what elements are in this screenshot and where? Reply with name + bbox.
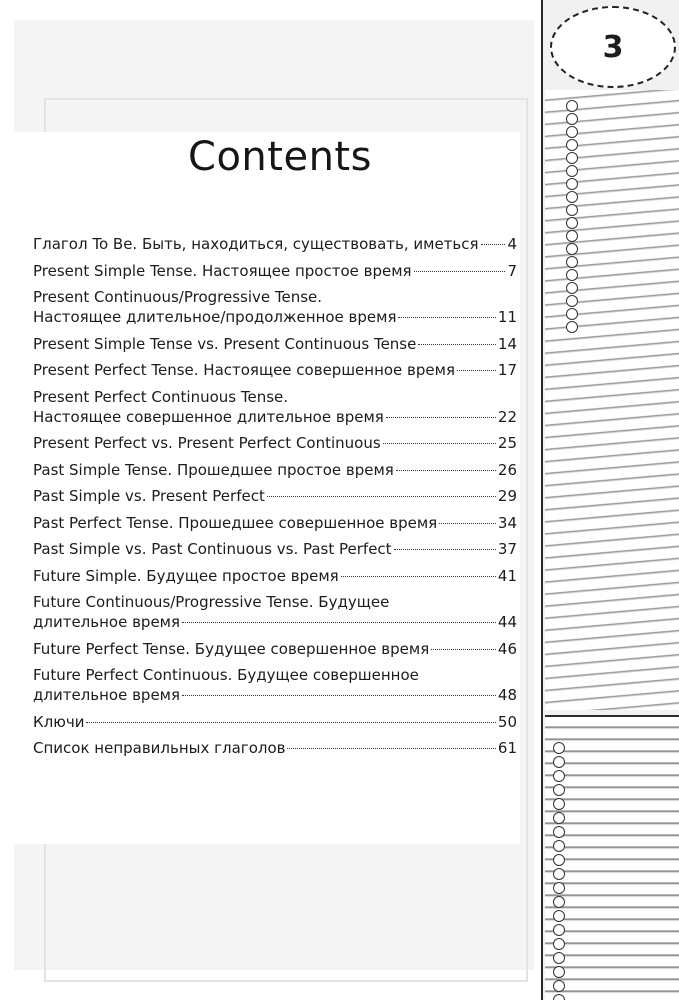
- spiral-hole: [566, 126, 578, 138]
- spiral-hole: [566, 100, 578, 112]
- dot-leader: [398, 317, 495, 318]
- spiral-hole: [553, 952, 565, 964]
- spiral-hole: [553, 798, 565, 810]
- toc-entry-title: Future Simple. Будущее простое время: [33, 566, 339, 585]
- spiral-hole: [566, 113, 578, 125]
- toc-entry-first-line: Present Continuous/Progressive Tense.: [33, 288, 323, 306]
- toc-entry-line: [33, 433, 517, 453]
- toc-entry-line: [33, 486, 517, 506]
- toc-entry-page: 14: [497, 334, 517, 353]
- toc-entry-title: Настоящее длительное/продолженное время: [33, 308, 397, 326]
- dot-leader: [182, 695, 496, 696]
- toc-entry-title: Ключи: [33, 712, 85, 731]
- dot-leader: [481, 244, 506, 245]
- dot-leader: [182, 622, 496, 623]
- dot-leader: [414, 271, 506, 272]
- toc-entry-line: [33, 712, 517, 732]
- toc-entry-page: 44: [497, 613, 517, 631]
- spiral-hole: [553, 854, 565, 866]
- toc-entry-page: 50: [497, 712, 517, 731]
- dot-leader: [86, 722, 495, 723]
- toc-entry-title: Past Simple Tense. Прошедшее простое время: [33, 460, 394, 479]
- dot-leader: [287, 748, 495, 749]
- spiral-hole: [553, 938, 565, 950]
- spiral-hole: [566, 230, 578, 242]
- toc-entry: [33, 360, 517, 380]
- toc-entry-page: 17: [497, 361, 517, 379]
- page-number: 3: [602, 29, 624, 65]
- toc-entry-line: [33, 612, 517, 632]
- spiral-hole: [553, 966, 565, 978]
- toc-entry: [33, 387, 517, 427]
- toc-entry: [33, 639, 517, 659]
- spiral-hole: [566, 269, 578, 281]
- toc-entry-title: Past Simple vs. Present Perfect: [33, 487, 265, 505]
- spiral-hole: [566, 282, 578, 294]
- spiral-hole: [553, 910, 565, 922]
- toc-entry-page: 48: [497, 686, 517, 704]
- toc-entry-page: 41: [497, 566, 517, 585]
- toc-entry-title: Past Perfect Tense. Прошедшее совершенное время: [33, 513, 438, 532]
- spiral-hole: [553, 770, 565, 782]
- toc-entry: [33, 261, 517, 281]
- toc-entry: [33, 738, 517, 758]
- toc-entry-line: [33, 234, 517, 254]
- toc-entry-page: 61: [497, 739, 517, 757]
- toc-entry-page: 37: [497, 540, 517, 558]
- spiral-hole: [566, 256, 578, 268]
- spiral-hole: [566, 139, 578, 151]
- toc-entry: [33, 592, 517, 632]
- spiral-hole: [553, 896, 565, 908]
- spiral-hole: [553, 826, 565, 838]
- toc-entry-page: 22: [497, 407, 517, 426]
- toc-entry-line: [33, 513, 517, 533]
- dot-leader: [418, 344, 496, 345]
- toc-entry-title: Past Simple vs. Past Continuous vs. Past Perfect: [33, 540, 392, 558]
- spiral-hole: [566, 204, 578, 216]
- page-number-badge: [550, 6, 676, 88]
- toc-entry-line: [33, 460, 517, 480]
- dot-leader: [439, 523, 496, 524]
- toc-entry-line: [33, 566, 517, 586]
- dot-leader: [267, 496, 496, 497]
- toc-entry-title: Present Simple Tense vs. Present Continuous Tense: [33, 334, 417, 353]
- dot-leader: [394, 549, 496, 550]
- toc-entry: [33, 334, 517, 354]
- toc-entry-title: Глагол To Be. Быть, находиться, существовать, иметься: [33, 235, 479, 253]
- toc-entry-title: длительное время: [33, 613, 181, 631]
- toc-entry: [33, 566, 517, 586]
- toc-entry: [33, 460, 517, 480]
- notebook-lines-lower: [545, 715, 679, 1000]
- dot-leader: [431, 649, 496, 650]
- spiral-hole: [553, 784, 565, 796]
- spiral-hole: [553, 980, 565, 992]
- toc-entry: [33, 433, 517, 453]
- spiral-hole: [553, 924, 565, 936]
- table-of-contents: [33, 234, 517, 765]
- toc-entry-title: Present Perfect vs. Present Perfect Continuous: [33, 434, 381, 452]
- spiral-hole: [553, 840, 565, 852]
- toc-entry-line: [33, 360, 517, 380]
- toc-entry: [33, 486, 517, 506]
- spiral-hole: [553, 742, 565, 754]
- toc-entry-title: Present Perfect Tense. Настоящее совершенное время: [33, 361, 455, 379]
- toc-entry-line: [33, 334, 517, 354]
- toc-entry: [33, 513, 517, 533]
- toc-entry-line: [33, 738, 517, 758]
- toc-entry-page: 11: [497, 308, 517, 326]
- toc-entry: [33, 539, 517, 559]
- spiral-hole: [566, 308, 578, 320]
- dot-leader: [396, 470, 496, 471]
- spiral-hole: [566, 243, 578, 255]
- toc-entry: [33, 665, 517, 705]
- toc-entry-line: [33, 639, 517, 659]
- toc-entry-line: [33, 539, 517, 559]
- spiral-hole: [566, 295, 578, 307]
- toc-entry: [33, 234, 517, 254]
- toc-entry-page: 26: [497, 460, 517, 479]
- toc-entry-title: Настоящее совершенное длительное время: [33, 407, 384, 426]
- toc-entry-page: 4: [507, 235, 517, 253]
- dot-leader: [383, 443, 496, 444]
- toc-entry-line: [33, 307, 517, 327]
- toc-entry-first-line: Future Continuous/Progressive Tense. Будущее: [33, 593, 390, 611]
- toc-entry: [33, 712, 517, 732]
- toc-entry-title: Список неправильных глаголов: [33, 739, 286, 757]
- spiral-hole: [566, 191, 578, 203]
- page-title: Contents: [188, 134, 372, 180]
- spiral-hole: [553, 994, 565, 1000]
- spiral-hole: [553, 812, 565, 824]
- toc-entry-page: 34: [497, 513, 517, 532]
- spiral-hole: [566, 217, 578, 229]
- toc-entry-line: [33, 685, 517, 705]
- dot-leader: [386, 417, 496, 418]
- toc-entry-page: 25: [497, 434, 517, 452]
- spiral-hole: [566, 321, 578, 333]
- toc-entry-line: [33, 407, 517, 427]
- spiral-hole: [553, 756, 565, 768]
- spiral-hole: [566, 178, 578, 190]
- spiral-hole: [566, 165, 578, 177]
- toc-entry-line: [33, 261, 517, 281]
- spiral-hole: [566, 152, 578, 164]
- spiral-hole: [553, 868, 565, 880]
- toc-entry-title: Present Simple Tense. Настоящее простое время: [33, 261, 412, 280]
- toc-entry-title: Future Perfect Tense. Будущее совершенное время: [33, 639, 430, 658]
- toc-entry-first-line: Present Perfect Continuous Tense.: [33, 387, 289, 406]
- toc-entry: [33, 287, 517, 327]
- dot-leader: [457, 370, 496, 371]
- toc-entry-title: длительное время: [33, 686, 181, 704]
- toc-entry-page: 46: [497, 639, 517, 658]
- toc-entry-first-line: Future Perfect Continuous. Будущее совершенное: [33, 666, 419, 684]
- toc-entry-page: 7: [507, 261, 517, 280]
- dot-leader: [341, 576, 496, 577]
- spiral-hole: [553, 882, 565, 894]
- toc-entry-page: 29: [497, 487, 517, 505]
